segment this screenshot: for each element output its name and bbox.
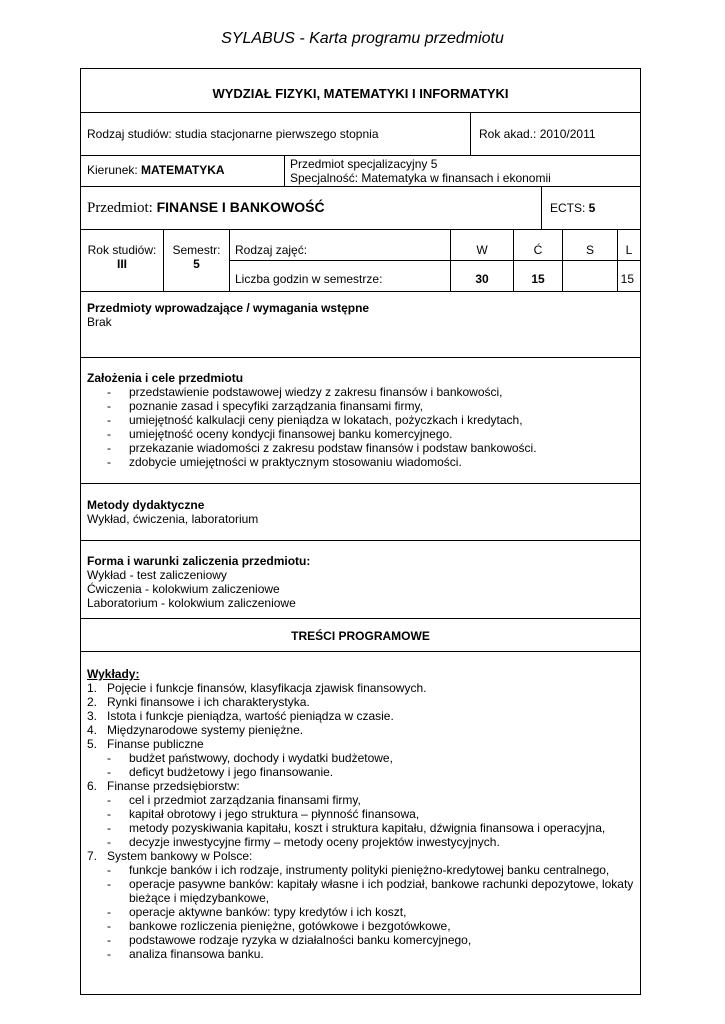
goal-text: przedstawienie podstawowej wiedzy z zakresu finansów i bankowości, — [129, 385, 503, 399]
dash-bullet: - — [107, 821, 111, 835]
hours-label: Liczba godzin w semestrze: — [235, 272, 383, 286]
assessment-line: Ćwiczenia - kolokwium zaliczeniowe — [87, 582, 280, 596]
dash-bullet: - — [107, 793, 111, 807]
specialty: Specjalność: Matematyka w finansach i ekonomii — [290, 171, 551, 185]
lectures-label: Wykłady: — [87, 667, 140, 681]
topic-text: Międzynarodowe systemy pieniężne. — [107, 723, 304, 737]
subtopic-text: bankowe rozliczenia pieniężne, gotówkowe i bezgotówkowe, — [129, 919, 451, 933]
prerequisites-heading: Przedmioty wprowadzające / wymagania wstępne — [87, 301, 370, 315]
subtopic-item — [87, 947, 636, 961]
dash-bullet: - — [107, 947, 111, 961]
goal-text: umiejętność oceny kondycji finansowej banku komercyjnego. — [129, 427, 453, 441]
goal-text: zdobycie umiejętności w praktycznym stosowaniu wiadomości. — [129, 455, 462, 469]
goal-item — [87, 385, 636, 399]
topic-text: Istota i funkcje pieniądza, wartość pieniądza w czasie. — [107, 709, 394, 723]
subtopic-item — [87, 835, 636, 849]
faculty-row — [81, 69, 640, 113]
goal-item — [87, 427, 636, 441]
classes-label: Rodzaj zajęć: — [235, 243, 308, 257]
page-title: SYLABUS - Karta programu przedmiotu — [221, 30, 504, 47]
program-section — [81, 652, 640, 994]
col-w-value: 30 — [450, 260, 513, 291]
topic-number: 2. — [87, 695, 98, 709]
direction-value: MATEMATYKA — [141, 163, 225, 177]
goal-text: poznanie zasad i specyfiki zarządzania finansami firmy, — [129, 399, 423, 413]
ects-value: 5 — [588, 201, 596, 215]
study-row — [81, 113, 640, 156]
subtopic-item — [87, 821, 636, 835]
subtopic-item — [87, 863, 636, 877]
syllabus-table — [80, 68, 641, 995]
faculty-heading: WYDZIAŁ FIZYKI, MATEMATYKI I INFORMATYKI — [212, 86, 509, 101]
study-year-value: III — [116, 257, 127, 271]
topic-item — [87, 849, 636, 863]
col-l-value: 15 — [617, 260, 640, 291]
subtopic-item — [87, 905, 636, 919]
col-l-head: L — [617, 230, 640, 260]
topic-number: 3. — [87, 709, 98, 723]
topic-number: 4. — [87, 723, 98, 737]
dash-bullet: - — [107, 441, 111, 455]
goal-item — [87, 455, 636, 469]
assessment-section — [81, 541, 640, 619]
methods-section — [81, 484, 640, 541]
dash-bullet: - — [107, 385, 111, 399]
ects-label: ECTS: — [550, 201, 589, 215]
dash-bullet: - — [107, 905, 111, 919]
dash-bullet: - — [107, 399, 111, 413]
program-heading: TREŚCI PROGRAMOWE — [291, 629, 430, 643]
goal-text: umiejętność kalkulacji ceny pieniądza w lokatach, pożyczkach i kredytach, — [129, 413, 523, 427]
topic-number: 1. — [87, 681, 98, 695]
dash-bullet: - — [107, 807, 111, 821]
col-w-head: W — [450, 230, 513, 260]
dash-bullet: - — [107, 835, 111, 849]
subject-label: Przedmiot: — [87, 200, 157, 216]
topic-number: 7. — [87, 849, 98, 863]
subject-row — [81, 187, 640, 230]
topic-item — [87, 681, 636, 695]
subtopic-item — [87, 933, 636, 947]
subtopic-item — [87, 765, 636, 779]
subtopic-item — [87, 919, 636, 933]
semester-value: 5 — [193, 257, 200, 271]
dash-bullet: - — [107, 933, 111, 947]
goals-list — [87, 385, 636, 469]
topic-text: Pojęcie i funkcje finansów, klasyfikacja zjawisk finansowych. — [107, 681, 427, 695]
col-c-head: Ć — [513, 230, 562, 260]
goal-item — [87, 399, 636, 413]
study-year-label: Rok studiów: — [87, 243, 157, 257]
topic-item — [87, 779, 636, 793]
subject — [81, 187, 541, 229]
classes-header-row — [230, 230, 640, 261]
subtopic-text: metody pozyskiwania kapitału, koszt i struktura kapitału, dźwignia finansowa i operacyjna, — [129, 821, 606, 835]
direction-label: Kierunek: — [87, 163, 142, 177]
assessment-line: Laboratorium - kolokwium zaliczeniowe — [87, 596, 296, 610]
subject-info — [284, 156, 640, 186]
subtopic-item — [87, 751, 636, 765]
dash-bullet: - — [107, 765, 111, 779]
col-s-head: S — [562, 230, 617, 260]
subtopic-item — [87, 877, 636, 905]
hours-row — [230, 260, 640, 291]
goals-section — [81, 358, 640, 484]
subject-type: Przedmiot specjalizacyjny 5 — [290, 157, 438, 171]
topic-item — [87, 695, 636, 709]
topic-item — [87, 737, 636, 751]
assessment-heading: Forma i warunki zaliczenia przedmiotu: — [87, 554, 311, 568]
dash-bullet: - — [107, 455, 111, 469]
semester-label: Semestr: — [172, 243, 221, 257]
study-type: Rodzaj studiów: studia stacjonarne pierwszego stopnia — [87, 127, 379, 141]
col-s-value — [562, 260, 617, 291]
subtopic-text: operacje pasywne banków: kapitały własne i ich podział, bankowe rachunki depozytowe, lokaty bieżące i międzybankowe, — [129, 877, 634, 905]
col-c-value: 15 — [513, 260, 562, 291]
topic-item — [87, 709, 636, 723]
prerequisites-text: Brak — [87, 315, 112, 329]
subtopic-text: decyzje inwestycyjne firmy – metody oceny projektów inwestycyjnych. — [129, 835, 500, 849]
assessment-line: Wykład - test zaliczeniowy — [87, 568, 227, 582]
subtopic-text: analiza finansowa banku. — [129, 947, 264, 961]
topic-number: 5. — [87, 737, 98, 751]
dash-bullet: - — [107, 427, 111, 441]
methods-text: Wykład, ćwiczenia, laboratorium — [87, 512, 259, 526]
direction — [81, 156, 284, 186]
program-heading-row — [81, 619, 640, 652]
goal-item — [87, 413, 636, 427]
schedule-row — [81, 230, 640, 292]
direction-row — [81, 156, 640, 187]
subtopic-text: podstawowe rodzaje ryzyka w działalności banku komercyjnego, — [129, 933, 472, 947]
subtopic-text: kapitał obrotowy i jego struktura – płynność finansowa, — [129, 807, 420, 821]
dash-bullet: - — [107, 751, 111, 765]
ects — [541, 187, 640, 229]
goals-heading: Założenia i cele przedmiotu — [87, 371, 244, 385]
study-year — [81, 230, 163, 291]
topic-text: Rynki finansowe i ich charakterystyka. — [107, 695, 310, 709]
semester — [163, 230, 229, 291]
subtopic-item — [87, 807, 636, 821]
subtopic-text: deficyt budżetowy i jego finansowanie. — [129, 765, 334, 779]
subtopic-text: cel i przedmiot zarządzania finansami firmy, — [129, 793, 361, 807]
prerequisites-section — [81, 292, 640, 358]
goal-item — [87, 441, 636, 455]
subtopic-text: funkcje banków i ich rodzaje, instrumenty polityki pieniężno-kredytowej banku centralnego, — [129, 863, 610, 877]
dash-bullet: - — [107, 413, 111, 427]
subtopic-text: operacje aktywne banków: typy kredytów i ich koszt, — [129, 905, 407, 919]
dash-bullet: - — [107, 877, 111, 891]
dash-bullet: - — [107, 863, 111, 877]
subject-name: FINANSE I BANKOWOŚĆ — [156, 199, 325, 215]
topic-text: System bankowy w Polsce: — [107, 849, 253, 863]
topic-item — [87, 723, 636, 737]
topic-number: 6. — [87, 779, 98, 793]
topic-text: Finanse publiczne — [107, 737, 204, 751]
hours-table — [229, 230, 640, 291]
goal-text: przekazanie wiadomości z zakresu podstaw finansów i podstaw bankowości. — [129, 441, 537, 455]
subtopic-text: budżet państwowy, dochody i wydatki budżetowe, — [129, 751, 393, 765]
academic-year: Rok akad.: 2010/2011 — [470, 113, 640, 155]
dash-bullet: - — [107, 919, 111, 933]
methods-heading: Metody dydaktyczne — [87, 498, 205, 512]
subtopic-item — [87, 793, 636, 807]
topic-text: Finanse przedsiębiorstw: — [107, 779, 240, 793]
